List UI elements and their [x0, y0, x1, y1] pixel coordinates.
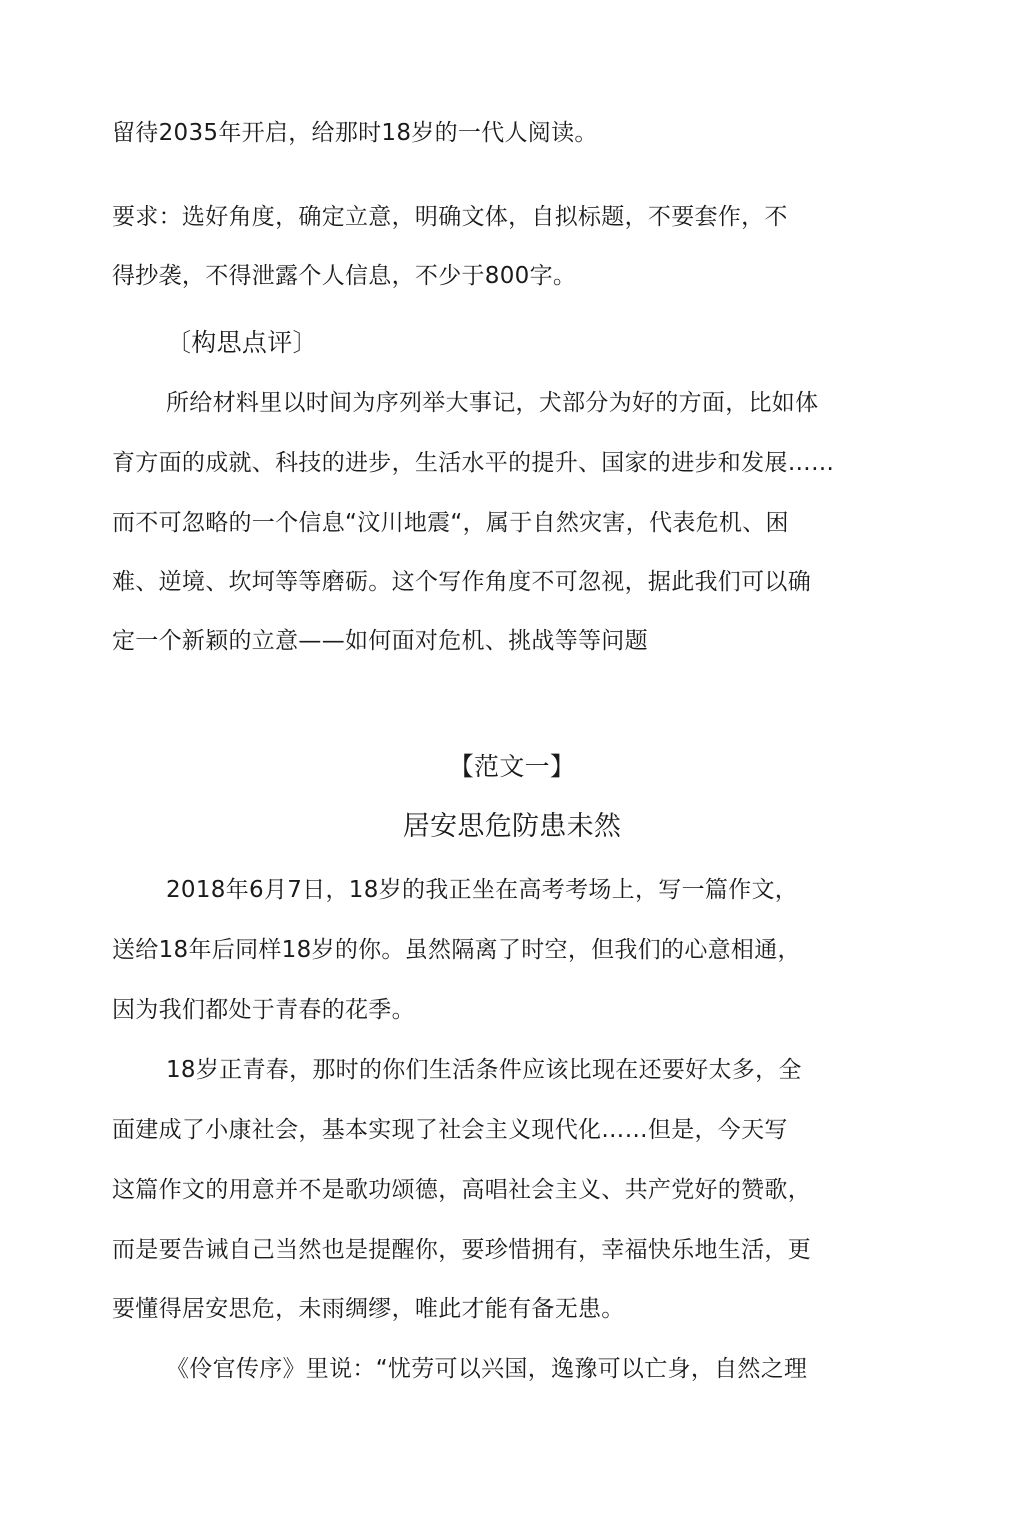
text-line: 所给材料里以时间为序列举大事记，犬部分为好的方面，比如体	[166, 390, 819, 416]
text-line: 面建成了小康社会，基本实现了社会主义现代化……但是，今天写	[112, 1117, 788, 1143]
text-line: 18岁正青春，那时的你们生活条件应该比现在还要好太多，全	[166, 1057, 802, 1083]
text-line: 要懂得居安思危，未雨绸缪，唯此才能有备无患。	[112, 1296, 625, 1322]
text-line: 因为我们都处于青春的花季。	[112, 997, 415, 1023]
text-line: 定一个新颖的立意——如何面对危机、挑战等等问题	[112, 628, 648, 654]
text-line: 留待2035年开启，给那时18岁的一代人阅读。	[112, 120, 598, 146]
text-line: 要求：选好角度，确定立意，明确文体，自拟标题，不要套作，不	[112, 204, 788, 230]
text-line: 难、逆境、坎坷等等磨砺。这个写作角度不可忽视，据此我们可以确	[112, 569, 811, 595]
text-line: 育方面的成就、科技的进步，生活水平的提升、国家的进步和发展……	[112, 450, 835, 476]
text-line: 而是要告诫自己当然也是提醒你，要珍惜拥有，幸福快乐地生活，更	[112, 1237, 811, 1263]
text-line: 得抄袭，不得泄露个人信息，不少于800字。	[112, 263, 577, 289]
text-line: 2018年6月7日，18岁的我正坐在高考考场上，写一篇作文，	[166, 877, 799, 903]
text-line: 这篇作文的用意并不是歌功颂德，高唱社会主义、共产党好的赞歌，	[112, 1177, 811, 1203]
sample-label: 【范文一】	[448, 752, 576, 781]
text-line: 《伶官传序》里说：“忧劳可以兴国，逸豫可以亡身，自然之理	[166, 1356, 808, 1382]
text-line: 而不可忽略的一个信息“汶川地震“，属于自然灾害，代表危机、困	[112, 510, 789, 536]
sample-title: 居安思危防患未然	[402, 811, 622, 842]
text-line: 送给18年后同样18岁的你。虽然隔离了时空，但我们的心意相通，	[112, 937, 801, 963]
section-heading: 〔构思点评〕	[166, 328, 318, 357]
